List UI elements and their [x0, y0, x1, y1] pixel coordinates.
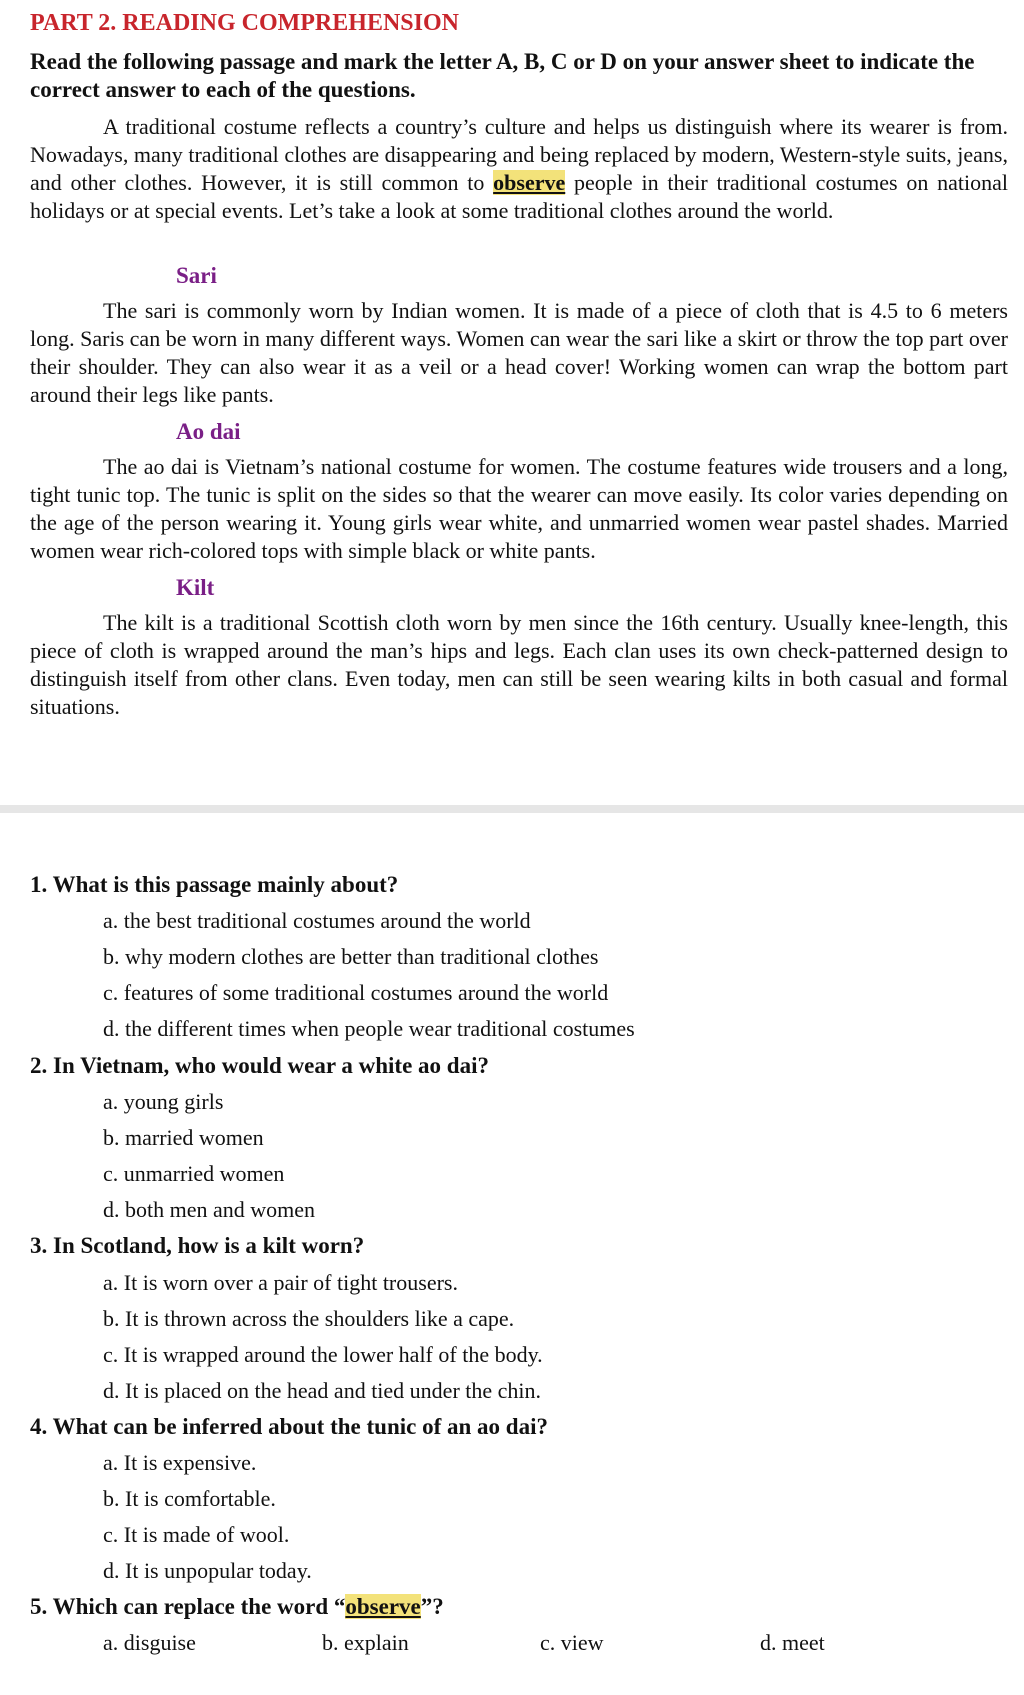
- section-text-sari: The sari is commonly worn by Indian women. It is made of a piece of cloth that is 4.5 to 6 meters long. Saris can be worn in many different ways. Women can wear the sari like a skirt or throw the top part over their shoulder. They can also wear it as a veil or a head cover! Working women can wrap the bottom part around their legs like pants.: [30, 298, 1008, 407]
- q1-option-a[interactable]: a. the best traditional costumes around the world: [103, 908, 531, 933]
- section-heading-sari: Sari: [176, 263, 217, 288]
- q3-option-d[interactable]: d. It is placed on the head and tied under the chin.: [103, 1378, 542, 1403]
- q5-option-b[interactable]: b. explain: [322, 1630, 409, 1655]
- highlighted-word-observe: observe: [493, 170, 566, 195]
- part-title: PART 2. READING COMPREHENSION: [30, 10, 459, 36]
- question-4: 4. What can be inferred about the tunic of an ao dai?: [30, 1414, 548, 1439]
- q5-option-d[interactable]: d. meet: [760, 1630, 825, 1655]
- section-divider: [0, 805, 1024, 813]
- q4-option-d[interactable]: d. It is unpopular today.: [103, 1558, 312, 1583]
- q1-option-c[interactable]: c. features of some traditional costumes around the world: [103, 980, 609, 1005]
- intro-text-after: people in their traditional costumes on national holidays or at special events. Let’s take a look at some traditional clothes around the world.: [30, 170, 1009, 223]
- q5-option-a[interactable]: a. disguise: [103, 1630, 196, 1655]
- q2-option-c[interactable]: c. unmarried women: [103, 1161, 285, 1186]
- q5-text-before: 5. Which can replace the word “: [30, 1594, 346, 1619]
- section-heading-kilt: Kilt: [176, 575, 215, 600]
- section-heading-ao-dai: Ao dai: [176, 419, 241, 444]
- q2-option-d[interactable]: d. both men and women: [103, 1197, 316, 1222]
- q5-option-c[interactable]: c. view: [540, 1630, 604, 1655]
- q1-option-b[interactable]: b. why modern clothes are better than traditional clothes: [103, 944, 599, 969]
- question-2: 2. In Vietnam, who would wear a white ao dai?: [30, 1053, 489, 1078]
- q3-option-a[interactable]: a. It is worn over a pair of tight trousers.: [103, 1270, 458, 1295]
- q1-option-d[interactable]: d. the different times when people wear traditional costumes: [103, 1016, 635, 1041]
- q3-option-b[interactable]: b. It is thrown across the shoulders like a cape.: [103, 1306, 515, 1331]
- question-3: 3. In Scotland, how is a kilt worn?: [30, 1233, 365, 1258]
- q4-option-c[interactable]: c. It is made of wool.: [103, 1522, 290, 1547]
- q3-option-c[interactable]: c. It is wrapped around the lower half of the body.: [103, 1342, 543, 1367]
- q4-option-a[interactable]: a. It is expensive.: [103, 1450, 257, 1475]
- q2-option-a[interactable]: a. young girls: [103, 1089, 224, 1114]
- intro-text-before: A traditional costume reflects a country’s culture and helps us distinguish where its wearer is from. Nowadays, many traditional clothes are disappearing and being replaced by modern, Western-style suits, jeans, and other clothes. However, it is still common to: [30, 114, 1008, 195]
- question-1: 1. What is this passage mainly about?: [30, 872, 399, 897]
- q5-highlighted-word: observe: [345, 1594, 421, 1619]
- q5-text-after: ”?: [420, 1594, 444, 1619]
- intro-paragraph: [30, 113, 1008, 225]
- question-5: [30, 1594, 444, 1620]
- q2-option-b[interactable]: b. married women: [103, 1125, 264, 1150]
- q4-option-b[interactable]: b. It is comfortable.: [103, 1486, 276, 1511]
- instruction-text: Read the following passage and mark the letter A, B, C or D on your answer sheet to indicate the correct answer to each of the questions.: [30, 49, 975, 102]
- section-text-kilt: The kilt is a traditional Scottish cloth worn by men since the 16th century. Usually knee-length, this piece of cloth is wrapped around the man’s hips and legs. Each clan uses its own check-patterned design to distinguish itself from other clans. Even today, men can still be seen wearing kilts in both casual and formal situations.: [30, 610, 1008, 719]
- section-text-ao-dai: The ao dai is Vietnam’s national costume for women. The costume features wide trousers and a long, tight tunic top. The tunic is split on the sides so that the wearer can move easily. Its color varies depending on the age of the person wearing it. Young girls wear white, and unmarried women wear pastel shades. Married women wear rich-colored tops with simple black or white pants.: [30, 454, 1008, 563]
